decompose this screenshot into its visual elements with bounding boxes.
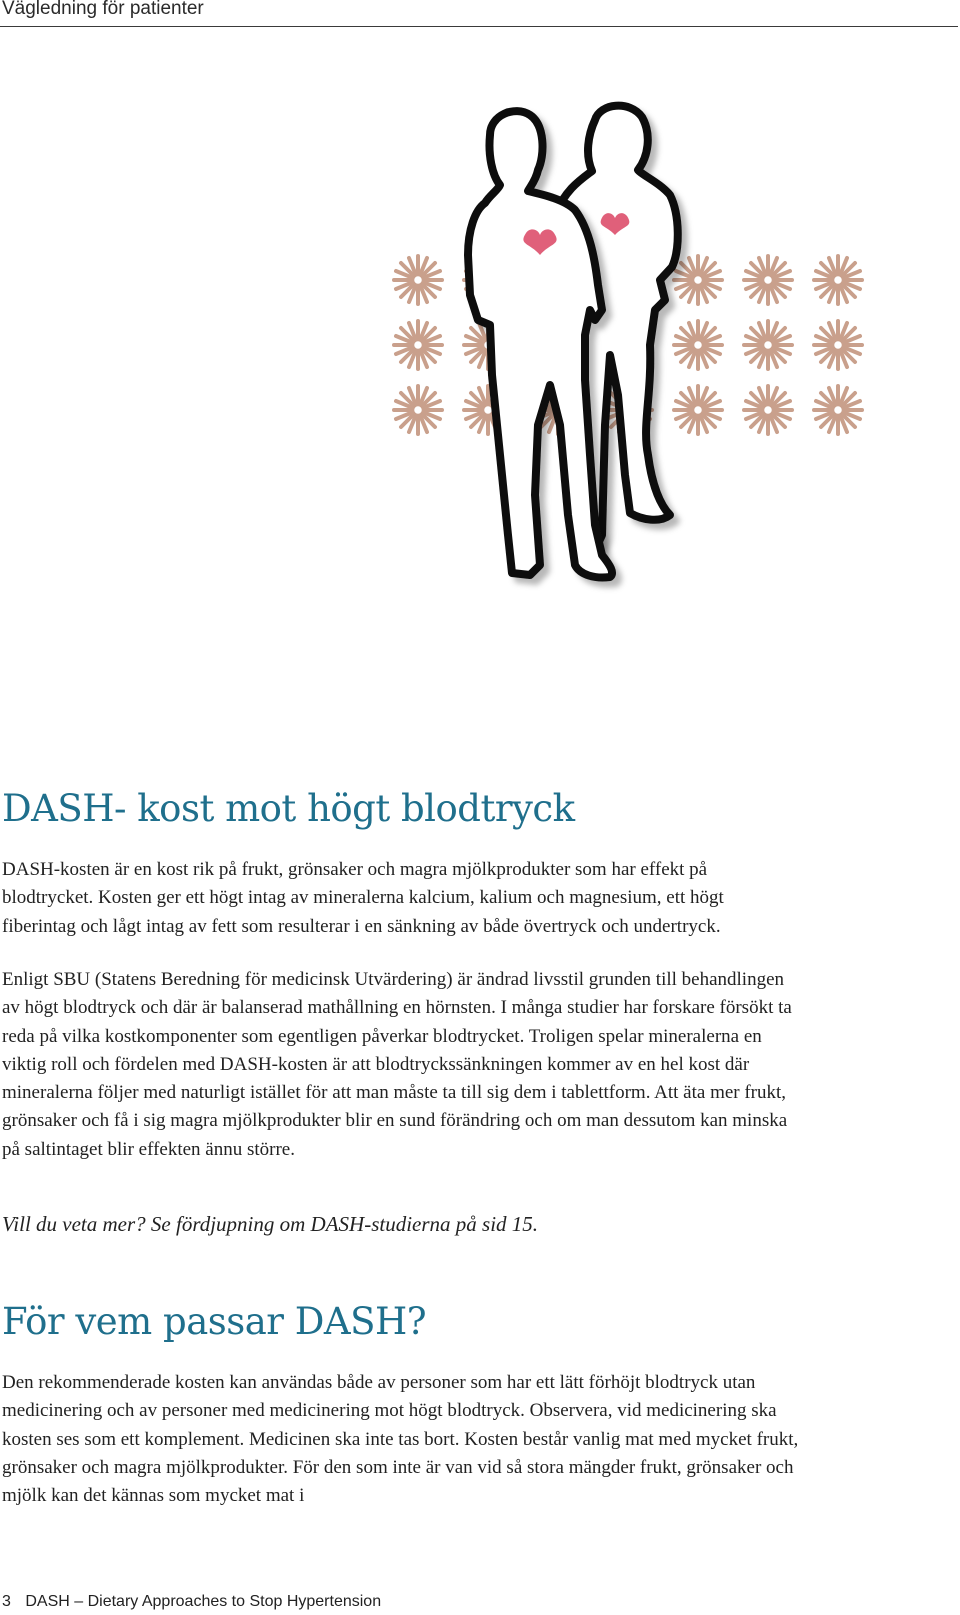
page-footer (2, 1593, 381, 1611)
section-heading-dash: DASH- kost mot högt blodtryck (2, 787, 575, 830)
page-number: 3 (2, 1593, 11, 1610)
section1-paragraph2: Enligt SBU (Statens Beredning för medicinsk Utvärdering) är ändrad livsstil grunden till behandlingen av högt blodtryck och där är balanserad mathållning en hörnsten. I många studier har forskare försökt ta reda på vilka kostkomponenter som egentligen påverkar blodtrycket. Troligen spelar mineralerna en viktig roll och fördelen med DASH-kosten är att blodtryckssänkningen kommer av en hel kost där mineralerna följer med naturligt istället för att man måste ta till sig dem i tablettform. Att äta mer frukt, grönsaker och få i sig magra mjölkprodukter blir en sund förändring och om man dessutom kan minska på saltintaget blir effekten ännu större. (2, 969, 792, 1160)
footer-title: DASH – Dietary Approaches to Stop Hypertension (25, 1593, 382, 1610)
section-heading-target: För vem passar DASH? (2, 1300, 427, 1343)
header-label: Vägledning för patienter (2, 0, 204, 19)
header-rule (0, 26, 958, 27)
couple-illustration (380, 95, 900, 635)
section2-paragraph1: Den rekommenderade kosten kan användas både av personer som har ett lätt förhöjt blodtryck utan medicinering och av personer med medicinering mot högt blodtryck. Observera, vid medicinering ska kosten ses som ett komplement. Medicinen ska inte tas bort. Kosten består vanlig mat med mycket frukt, grönsaker och magra mjölkprodukter. För den som inte är van vid så stora mängder frukt, grönsaker och mjölk kan det kännas som mycket mat i (2, 1372, 799, 1507)
section1-paragraph1: DASH-kosten är en kost rik på frukt, grönsaker och magra mjölkprodukter som har effekt på blodtrycket. Kosten ger ett högt intag av mineralerna kalcium, kalium och magnesium, ett högt fiberintag och lågt intag av fett som resulterar i en sänkning av både övertryck och undertryck. (2, 859, 724, 937)
further-reading-note: Vill du veta mer? Se fördjupning om DASH-studierna på sid 15. (2, 1212, 539, 1236)
